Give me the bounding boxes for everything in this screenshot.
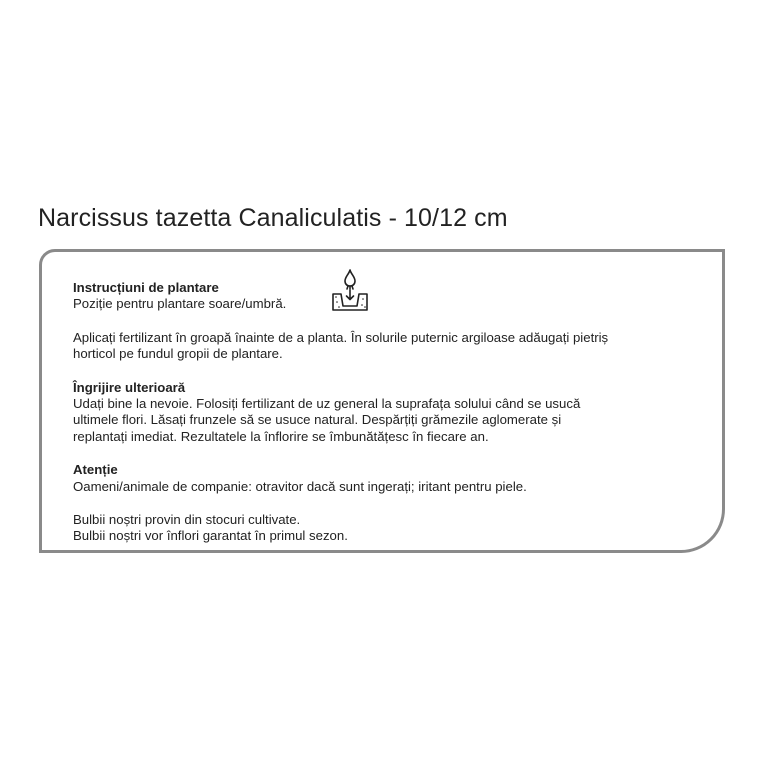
warning-section [73, 462, 713, 495]
product-title: Narcissus tazetta Canaliculatis - 10/12 cm [38, 204, 508, 232]
aftercare-line: Udați bine la nevoie. Folosiți fertilizant de uz general la suprafața solului când se usucă [73, 396, 581, 412]
warning-text: Oameni/animale de companie: otravitor dacă sunt ingerați; iritant pentru piele. [73, 478, 527, 494]
note-line: Bulbii noștri provin din stocuri cultivate. [73, 512, 301, 528]
care-instructions-card [39, 249, 725, 553]
card-content [73, 280, 713, 545]
fertilizer-line: horticol pe fundul gropii de plantare. [73, 346, 283, 362]
fertilizer-section [73, 330, 713, 363]
warning-heading: Atenție [73, 462, 118, 478]
fertilizer-line: Aplicați fertilizant în groapă înainte de a planta. În solurile puternic argiloase adăugați pietriș [73, 329, 609, 345]
aftercare-heading: Îngrijire ulterioară [73, 379, 186, 395]
aftercare-line: ultimele flori. Lăsați frunzele să se usuce natural. Despărțiți grămezile aglomerate și [73, 412, 562, 428]
planting-section [73, 280, 713, 313]
note-line: Bulbii noștri vor înflori garantat în primul sezon. [73, 528, 348, 544]
planting-position-text: Poziție pentru plantare soare/umbră. [73, 296, 287, 312]
planting-heading: Instrucțiuni de plantare [73, 280, 219, 295]
notes-section [73, 512, 713, 545]
aftercare-line: replantați imediat. Rezultatele la înflorire se îmbunătățesc în fiecare an. [73, 428, 489, 444]
aftercare-section [73, 380, 713, 446]
